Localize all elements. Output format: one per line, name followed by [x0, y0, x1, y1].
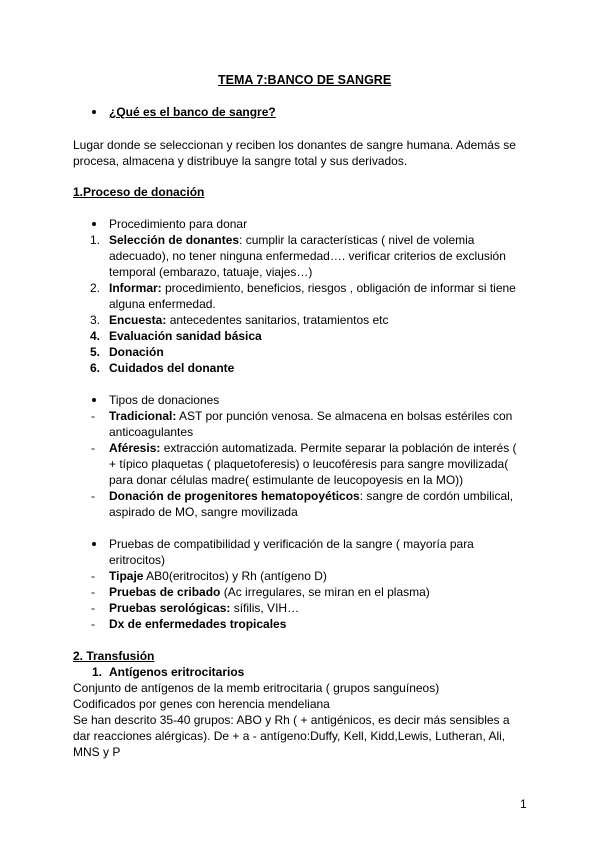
test-2-label: Pruebas de cribado — [109, 585, 221, 599]
body-line-4: dar reacciones alérgicas). De + a - antígeno:Duffy, Kell, Kidd,Lewis, Lutheran, Ali, — [73, 729, 506, 743]
step-number: 1. — [90, 233, 101, 247]
test-4: Dx de enfermedades tropicales — [109, 617, 287, 631]
test-2 — [109, 584, 430, 600]
step-number: 2. — [90, 281, 101, 295]
step-number: 6. — [90, 361, 101, 375]
step-number: 3. — [90, 313, 101, 327]
step-6: Cuidados del donante — [109, 361, 235, 375]
subsection-heading: Antígenos eritrocitarios — [109, 665, 245, 679]
pruebas-line-1: Pruebas de compatibilidad y verificación de la sangre ( mayoría para — [109, 537, 474, 551]
donation-3-label: Donación de progenitores hematopoyéticos — [109, 489, 360, 503]
donation-3-text: : sangre de cordón umbilical, — [359, 489, 514, 503]
test-3-text: sífilis, VIH… — [230, 601, 300, 615]
donation-1-label: Tradicional: — [109, 409, 177, 423]
donation-2-line-2: + típico plaquetas ( plaquetoferesis) o leucoféresis para sangre movilizada( — [109, 457, 509, 471]
bullet-icon — [92, 542, 96, 546]
step-3-text: antecedentes sanitarios, tratamientos etc — [166, 313, 389, 327]
donation-3-line-2: aspirado de MO, sangre movilizada — [109, 505, 298, 519]
document-title: TEMA 7:BANCO DE SANGRE — [218, 73, 392, 87]
dash-marker: - — [91, 441, 95, 455]
step-number: 5. — [90, 345, 101, 359]
donation-2-line-3: para donar células madre( estimulante de leucopoyesis en la MO)) — [109, 473, 464, 487]
step-2-text: procedimiento, beneficios, riesgos , obligación de informar si tiene — [161, 281, 516, 295]
donation-1-line-2: anticoagulantes — [109, 425, 194, 439]
step-3 — [109, 312, 388, 328]
body-line-3: Se han descrito 35-40 grupos: ABO y Rh ( + antigénicos, es decir más sensibles a — [73, 713, 510, 727]
dash-marker: - — [91, 601, 95, 615]
test-1 — [109, 568, 327, 584]
step-number: 4. — [90, 329, 101, 343]
body-line-5: MNS y P — [73, 745, 121, 759]
step-1 — [109, 232, 474, 248]
body-line-2: Codificados por genes con herencia mendeliana — [73, 697, 330, 711]
test-3 — [109, 600, 299, 616]
bullet-icon — [92, 110, 96, 114]
donation-2-label: Aféresis: — [109, 441, 161, 455]
tipos-label: Tipos de donaciones — [109, 393, 220, 407]
donation-2-text: extracción automatizada. Permite separar la población de interés ( — [160, 441, 517, 455]
donation-2 — [109, 440, 517, 456]
test-1-label: Tipaje — [109, 569, 144, 583]
test-1-text: AB0(eritrocitos) y Rh (antígeno D) — [143, 569, 327, 583]
step-1-line-2: adecuado), no tener ninguna enfermedad…. verificar criterios de exclusión — [109, 249, 506, 263]
step-2-line-2: alguna enfermedad. — [109, 297, 216, 311]
dash-marker: - — [91, 409, 95, 423]
donation-1-text: AST por punción venosa. Se almacena en bolsas estériles con — [176, 409, 513, 423]
subsection-number: 1. — [92, 665, 103, 679]
page-number: 1 — [520, 797, 527, 811]
donation-3 — [109, 488, 513, 504]
bullet-icon — [92, 398, 96, 402]
test-2-text: (Ac irregulares, se miran en el plasma) — [220, 585, 430, 599]
dash-marker: - — [91, 489, 95, 503]
step-2 — [109, 280, 516, 296]
section-heading-1: 1.Proceso de donación — [73, 185, 205, 199]
bullet-icon — [92, 222, 96, 226]
question-heading: ¿Qué es el banco de sangre? — [109, 105, 276, 119]
step-2-label: Informar: — [109, 281, 162, 295]
step-1-text: : cumplir la características ( nivel de volemia — [239, 233, 475, 247]
dash-marker: - — [91, 569, 95, 583]
procedimiento-label: Procedimiento para donar — [109, 217, 248, 231]
step-1-label: Selección de donantes — [109, 233, 240, 247]
step-3-label: Encuesta: — [109, 313, 167, 327]
step-5: Donación — [109, 345, 164, 359]
intro-line-2: procesa, almacena y distribuye la sangre total y sus derivados. — [73, 154, 408, 168]
dash-marker: - — [91, 585, 95, 599]
intro-line-1: Lugar donde se seleccionan y reciben los donantes de sangre humana. Además se — [73, 138, 516, 152]
pruebas-line-2: eritrocitos) — [109, 553, 166, 567]
test-3-label: Pruebas serológicas: — [109, 601, 231, 615]
step-4: Evaluación sanidad básica — [109, 329, 262, 343]
body-line-1: Conjunto de antígenos de la memb eritrocitaria ( grupos sanguíneos) — [73, 681, 440, 695]
step-1-line-3: temporal (embarazo, tatuaje, viajes…) — [109, 265, 313, 279]
donation-1 — [109, 408, 512, 424]
section-heading-2: 2. Transfusión — [73, 649, 155, 663]
dash-marker: - — [91, 617, 95, 631]
